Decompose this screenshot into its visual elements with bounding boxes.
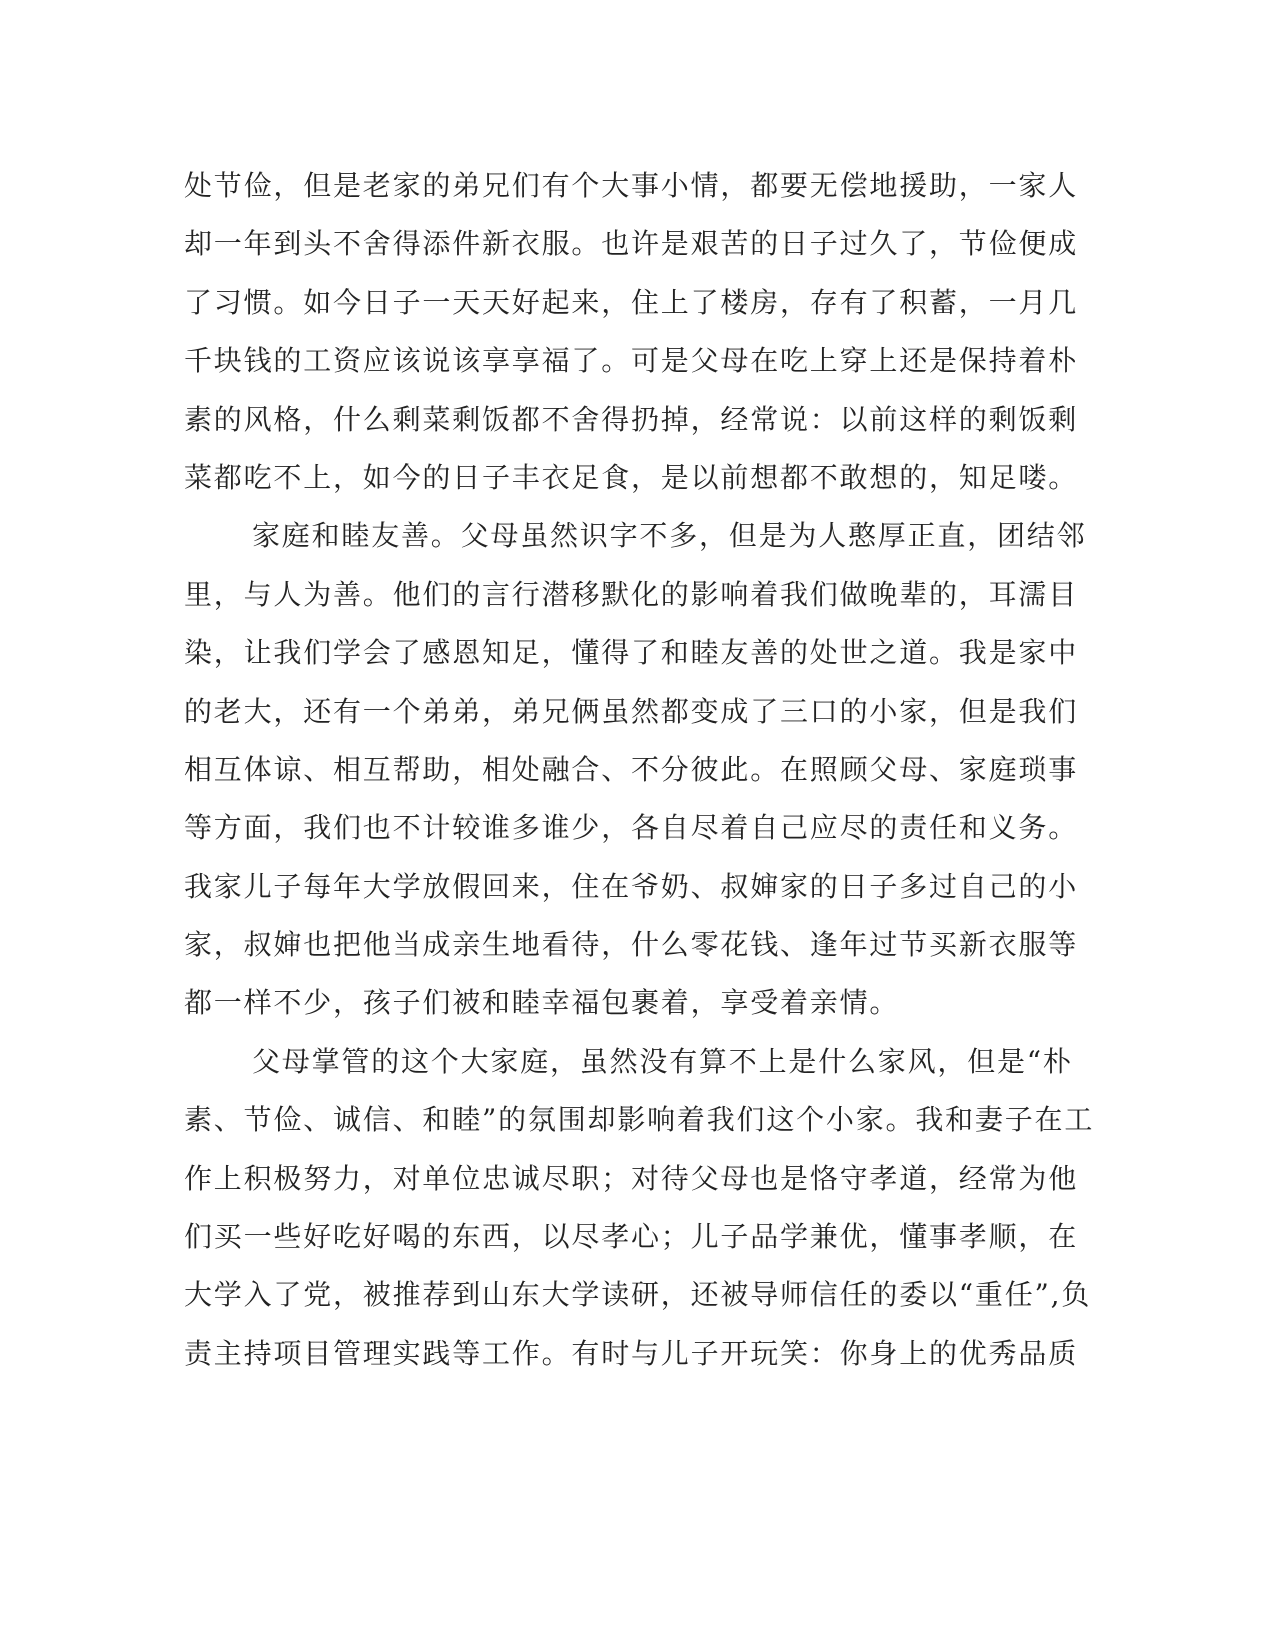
text-line: 千块钱的工资应该说该享享福了。可是父母在吃上穿上还是保持着朴 [184,344,1079,378]
text-line: 染，让我们学会了感恩知足，懂得了和睦友善的处世之道。我是家中 [184,636,1079,670]
text-line: 里，与人为善。他们的言行潜移默化的影响着我们做晚辈的，耳濡目 [184,577,1079,611]
text-line: 了习惯。如今日子一天天好起来，住上了楼房，存有了积蓄，一月几 [184,285,1079,319]
body-text [184,157,1095,1383]
text-line: 相互体谅、相互帮助，相处融合、不分彼此。在照顾父母、家庭琐事 [184,752,1079,786]
text-line: 都一样不少，孩子们被和睦幸福包裹着，享受着亲情。 [184,986,900,1020]
text-line: 菜都吃不上，如今的日子丰衣足食，是以前想都不敢想的，知足喽。 [184,460,1079,494]
text-line: 我家儿子每年大学放假回来，住在爷奶、叔婶家的日子多过自己的小 [184,869,1079,903]
paragraph-start-line: 父母掌管的这个大家庭，虽然没有算不上是什么家风，但是“朴 [252,1044,1073,1078]
text-line: 素的风格，什么剩菜剩饭都不舍得扔掉，经常说：以前这样的剩饭剩 [184,402,1079,436]
text-line: 的老大，还有一个弟弟，弟兄俩虽然都变成了三口的小家，但是我们 [184,694,1079,728]
text-line: 却一年到头不舍得添件新衣服。也许是艰苦的日子过久了，节俭便成 [184,227,1079,261]
text-line: 责主持项目管理实践等工作。有时与儿子开玩笑：你身上的优秀品质 [184,1336,1079,1370]
text-line: 作上积极努力，对单位忠诚尽职；对待父母也是恪守孝道，经常为他 [184,1161,1079,1195]
text-line: 家，叔婶也把他当成亲生地看待，什么零花钱、逢年过节买新衣服等 [184,928,1079,962]
text-line: 们买一些好吃好喝的东西，以尽孝心；儿子品学兼优，懂事孝顺，在 [184,1220,1079,1254]
text-line: 素、节俭、诚信、和睦”的氛围却影响着我们这个小家。我和妻子在工 [184,1103,1095,1137]
paragraph-start-line: 家庭和睦友善。父母虽然识字不多，但是为人憨厚正直，团结邻 [252,519,1087,553]
text-line: 大学入了党，被推荐到山东大学读研，还被导师信任的委以“重任”,负 [184,1278,1092,1312]
text-line: 等方面，我们也不计较谁多谁少，各自尽着自己应尽的责任和义务。 [184,811,1079,845]
text-line: 处节俭，但是老家的弟兄们有个大事小情，都要无偿地援助，一家人 [184,169,1079,202]
